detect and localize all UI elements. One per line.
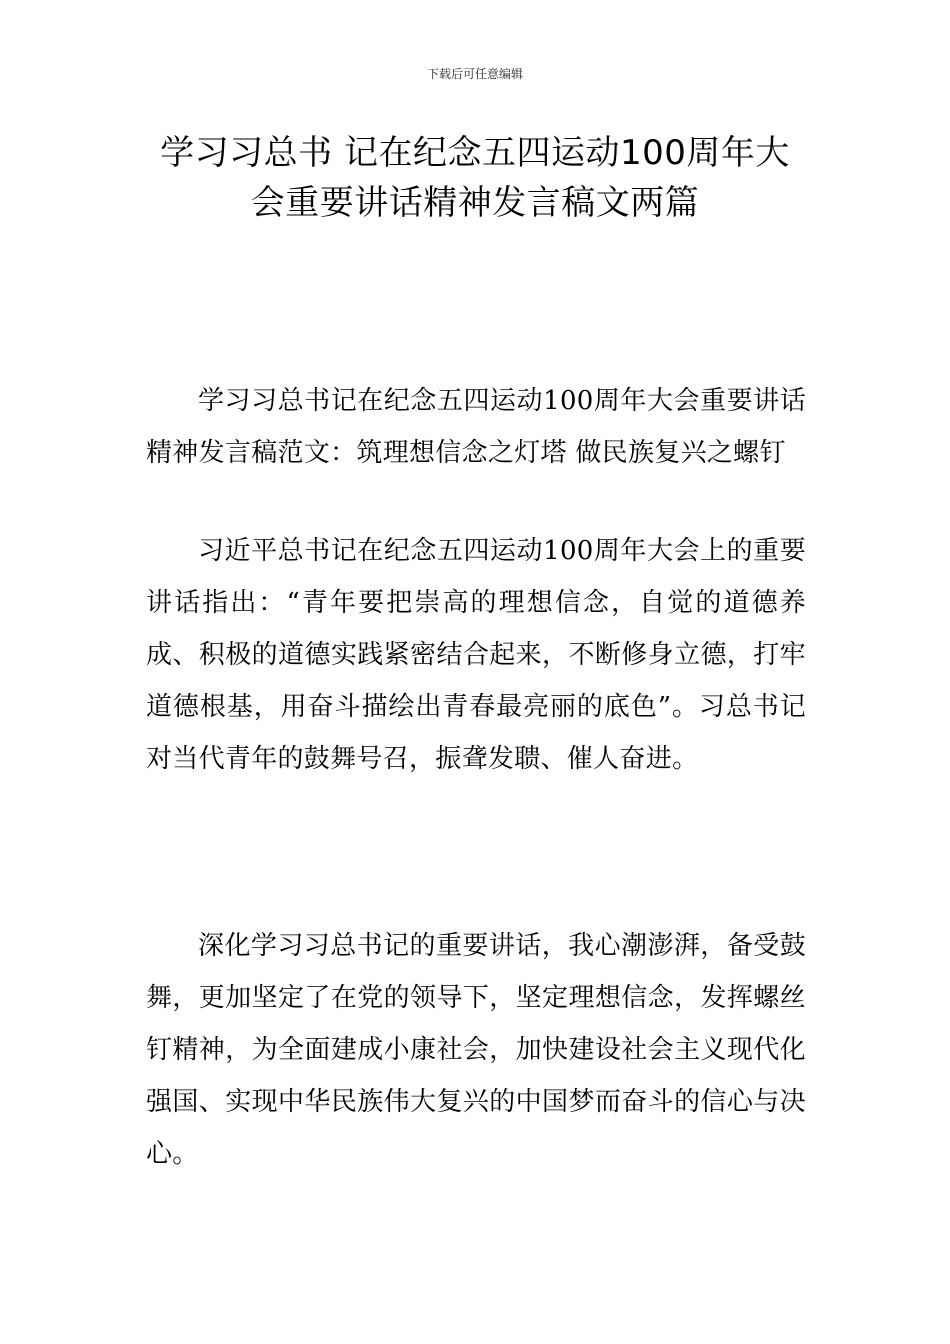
paragraph-reflection: 深化学习习总书记的重要讲话，我心潮澎湃，备受鼓舞，更加坚定了在党的领导下，坚定理想信念，发挥螺丝钉精神，为全面建成小康社会，加快建设社会主义现代化强国、实现中华民族伟大复兴的中国梦而奋斗的信心与决心。 [146, 931, 806, 1169]
paragraph-subtitle: 学习习总书记在纪念五四运动100周年大会重要讲话精神发言稿范文：筑理想信念之灯塔 做民族复兴之螺钉 [146, 386, 806, 468]
paragraph-quote: 习近平总书记在纪念五四运动100周年大会上的重要讲话指出：“青年要把崇高的理想信念，自觉的道德养成、积极的道德实践紧密结合起来，不断修身立德，打牢道德根基，用奋斗描绘出青春最亮丽的底色”。习总书记对当代青年的鼓舞号召，振聋发聩、催人奋进。 [146, 536, 806, 774]
document-title-line-2: 会重要讲话精神发言稿文两篇 [250, 183, 700, 223]
document-title [120, 128, 830, 228]
page-header-note: 下载后可任意编辑 [426, 67, 523, 81]
document-title-line-1: 学习习总书 记在纪念五四运动100周年大 [160, 133, 790, 173]
